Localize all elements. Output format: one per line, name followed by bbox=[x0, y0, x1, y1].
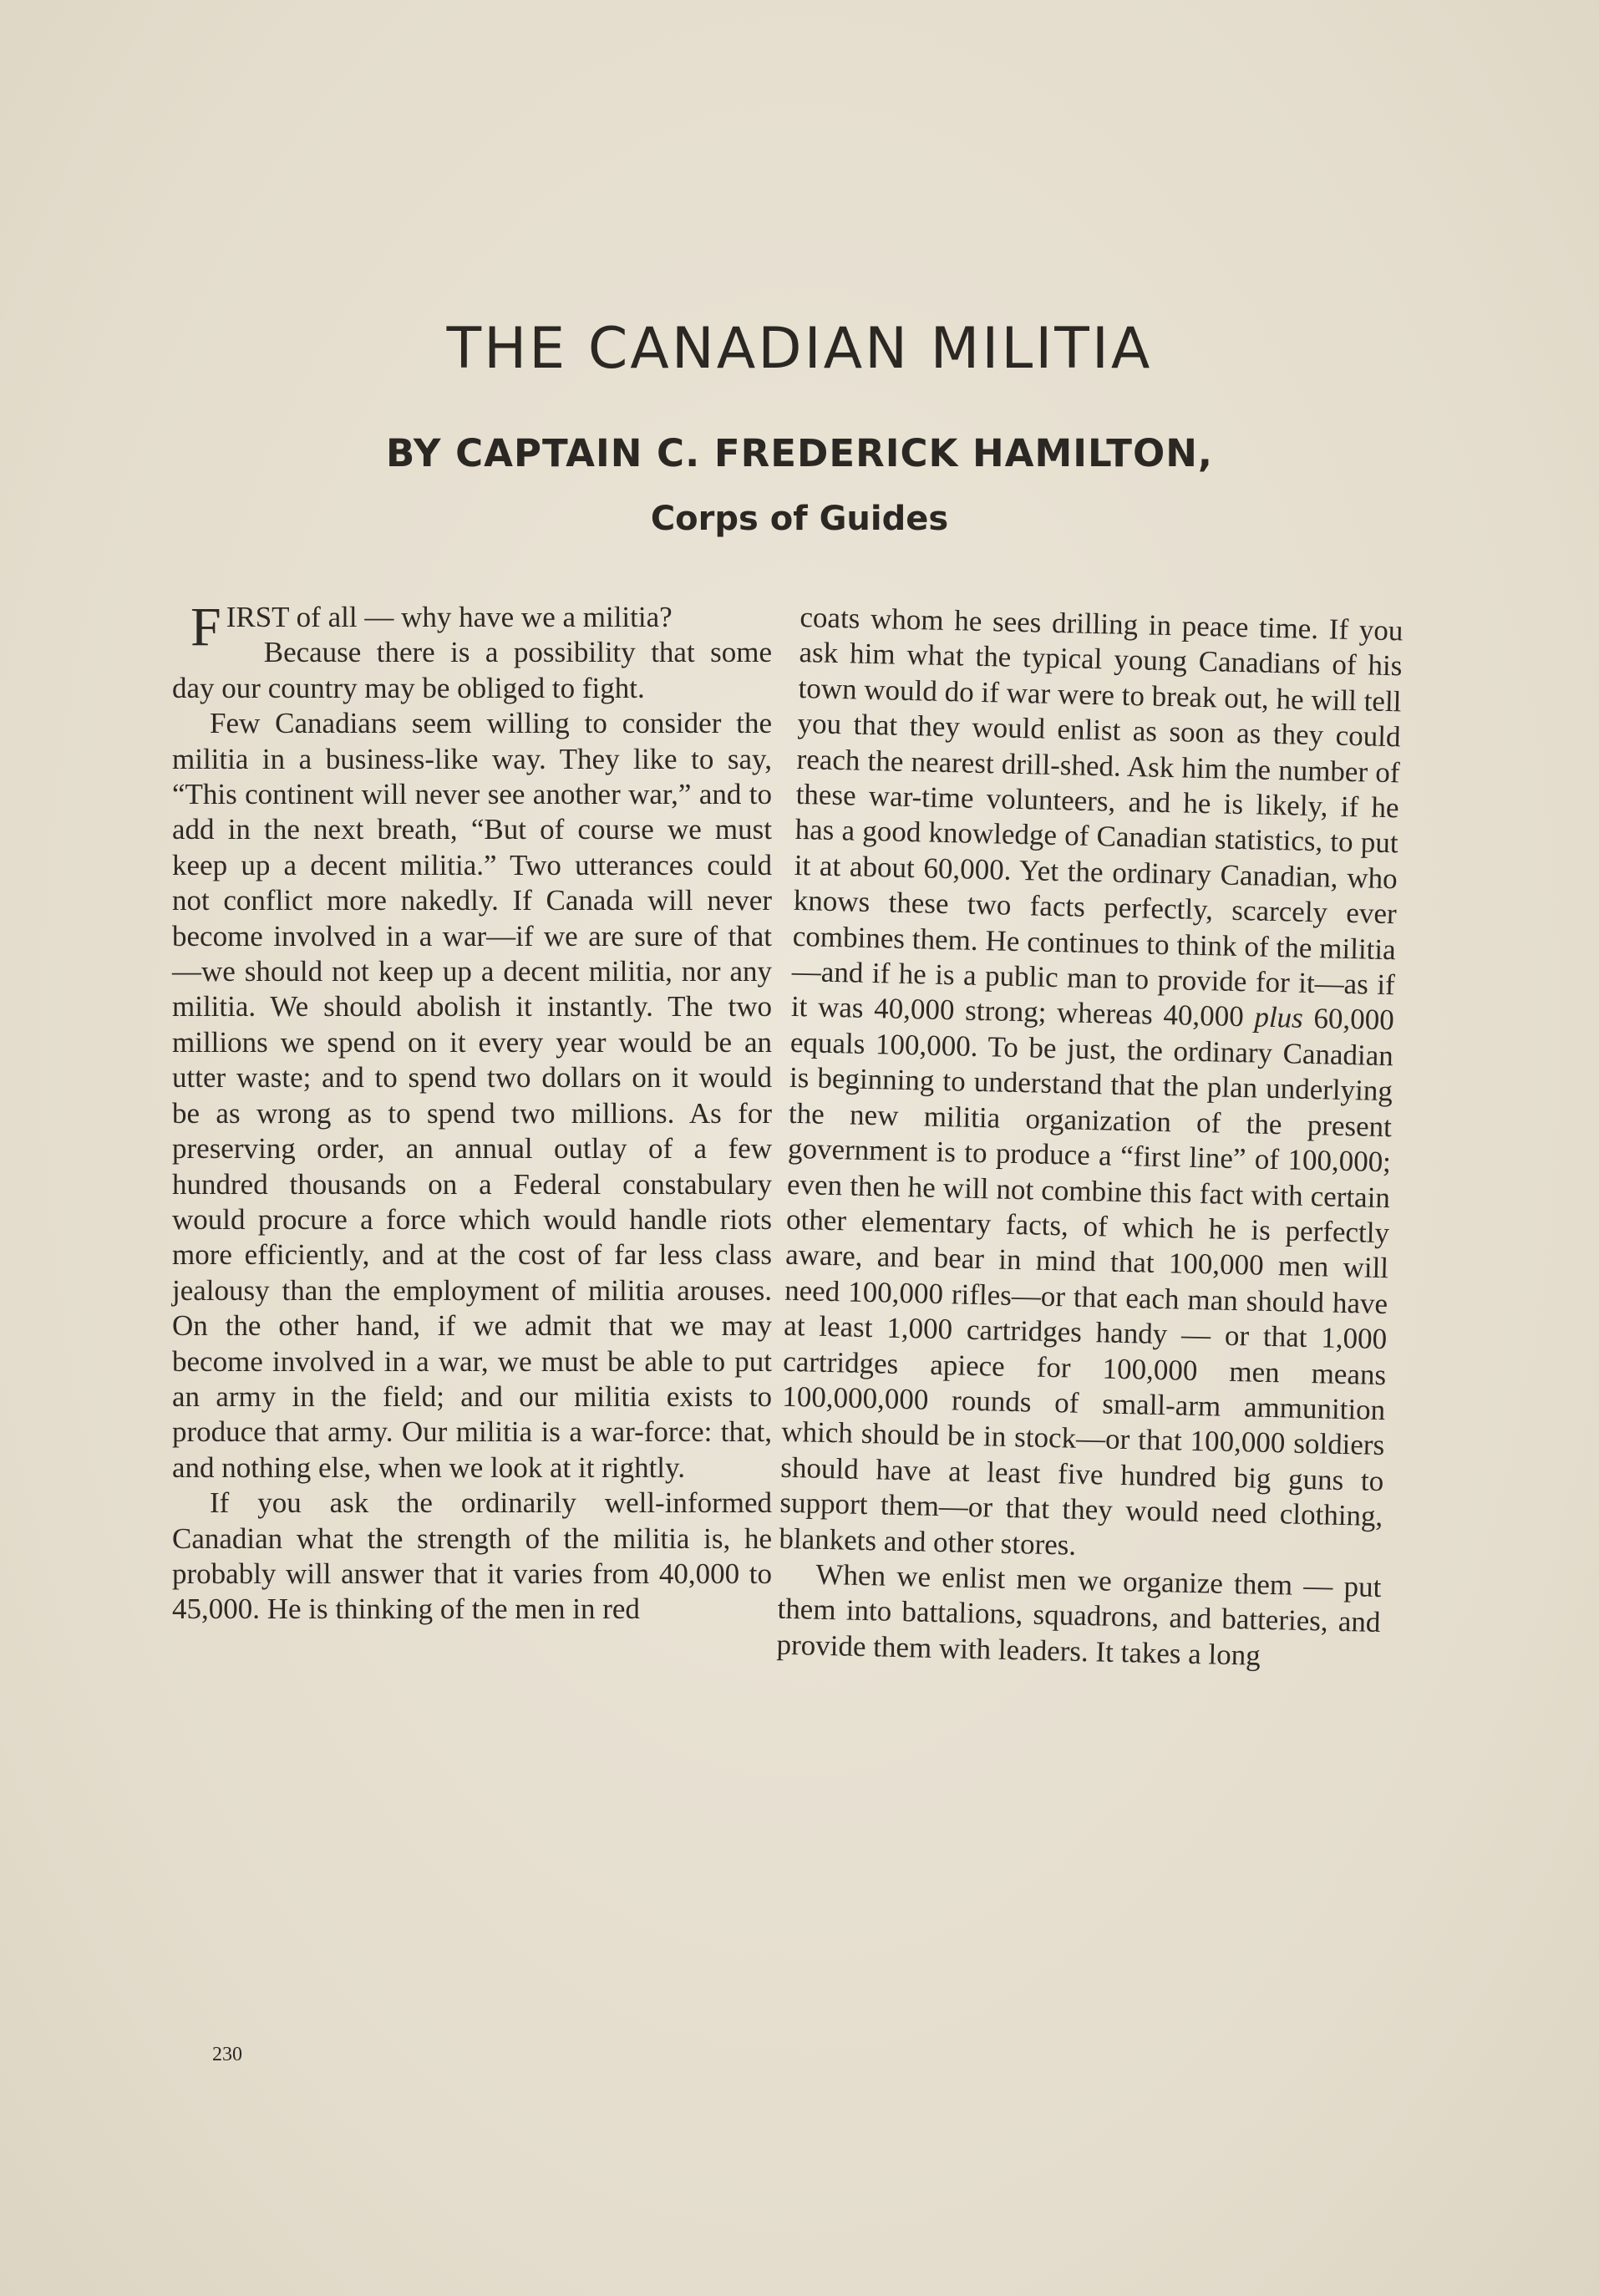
page-number: 230 bbox=[212, 2044, 242, 2065]
paragraph: When we enlist men we organize them — put them into battalions, squadrons, and batteries, and provide them with leaders. It takes a long bbox=[776, 1557, 1382, 1672]
article-title: THE CANADIAN MILITIA bbox=[446, 316, 1153, 382]
article-byline: BY CAPTAIN C. FREDERICK HAMILTON, bbox=[386, 431, 1213, 475]
opening-text: IRST of all — why have we a militia? bbox=[226, 601, 673, 633]
paragraph: Few Canadians seem willing to consider the militia in a business-like way. They like to say, “This continent will never see another war,” and to add in the next breath, “But of course we must keep up a decent militia.” Two utterances could not conflict more nakedly. If Canada will never become involved in a war—if we are sure of that—we should not keep up a decent militia, nor any militia. We should abolish it instantly. The two millions we spend on it every year would be an utter waste; and to spend two dollars on it would be as wrong as to spend two millions. As for preserving order, an annual outlay of a few hundred thousands on a Federal constabulary would procure a force which would handle riots more efficiently, and at the cost of far less class jealousy than the employment of militia arouses. On the other hand, if we admit that we may become involved in a war, we must be able to put an army in the field; and our militia exists to produce that army. Our militia is a war-force: that, and nothing else, when we look at it rightly. bbox=[172, 707, 772, 1484]
author-affiliation: Corps of Guides bbox=[650, 500, 949, 538]
paragraph: If you ask the ordinarily well-informed Canadian what the strength of the militia is, he probably will answer that it varies from 40,000 to 45,000. He is thinking of the men in red bbox=[172, 1486, 772, 1626]
left-column bbox=[172, 597, 772, 1628]
paragraph-text: 60,000 equals 100,000. To be just, the ordinary Canadian is beginning to understand that the plan underlying the new militia organization of the present government is to produce a “first line” of 100,000; even then he will not combine this fact with certain other elementary facts, of which he is perfectly aware, and bear in mind that 100,000 men will need 100,000 rifles—or that each man should have at least 1,000 cartridges handy — or that 1,000 cartridges apiece for 100,000 men means 100,000,000 rounds of small-arm ammunition which should be in stock—or that 100,000 soldiers should have at least five hundred big guns to support them—or that they would need clothing, blankets and other stores. bbox=[779, 1002, 1395, 1562]
paragraph: Because there is a possibility that some day our country may be obliged to fight. bbox=[172, 636, 772, 704]
paragraph-text: coats whom he sees drilling in peace time. If you ask him what the typical young Canadians of his town would do if war were to break out, he will tell you that they would enlist as soon as they could reach the nearest drill-shed. Ask him the number of these war-time volunteers, and he is likely, if he has a good knowledge of Canadian statistics, to put it at about 60,000. Yet the ordinary Canadian, who knows these two facts perfectly, scarcely ever combines them. He continues to think of the militia—and if he is a public man to provide for it—as if it was 40,000 strong; whereas 40,000 bbox=[790, 600, 1404, 1034]
drop-cap: F bbox=[190, 597, 221, 658]
right-column bbox=[776, 600, 1404, 1676]
emphasis-text: plus bbox=[1254, 1000, 1304, 1035]
continued-paragraph bbox=[779, 600, 1404, 1570]
opening-paragraph bbox=[172, 597, 772, 658]
